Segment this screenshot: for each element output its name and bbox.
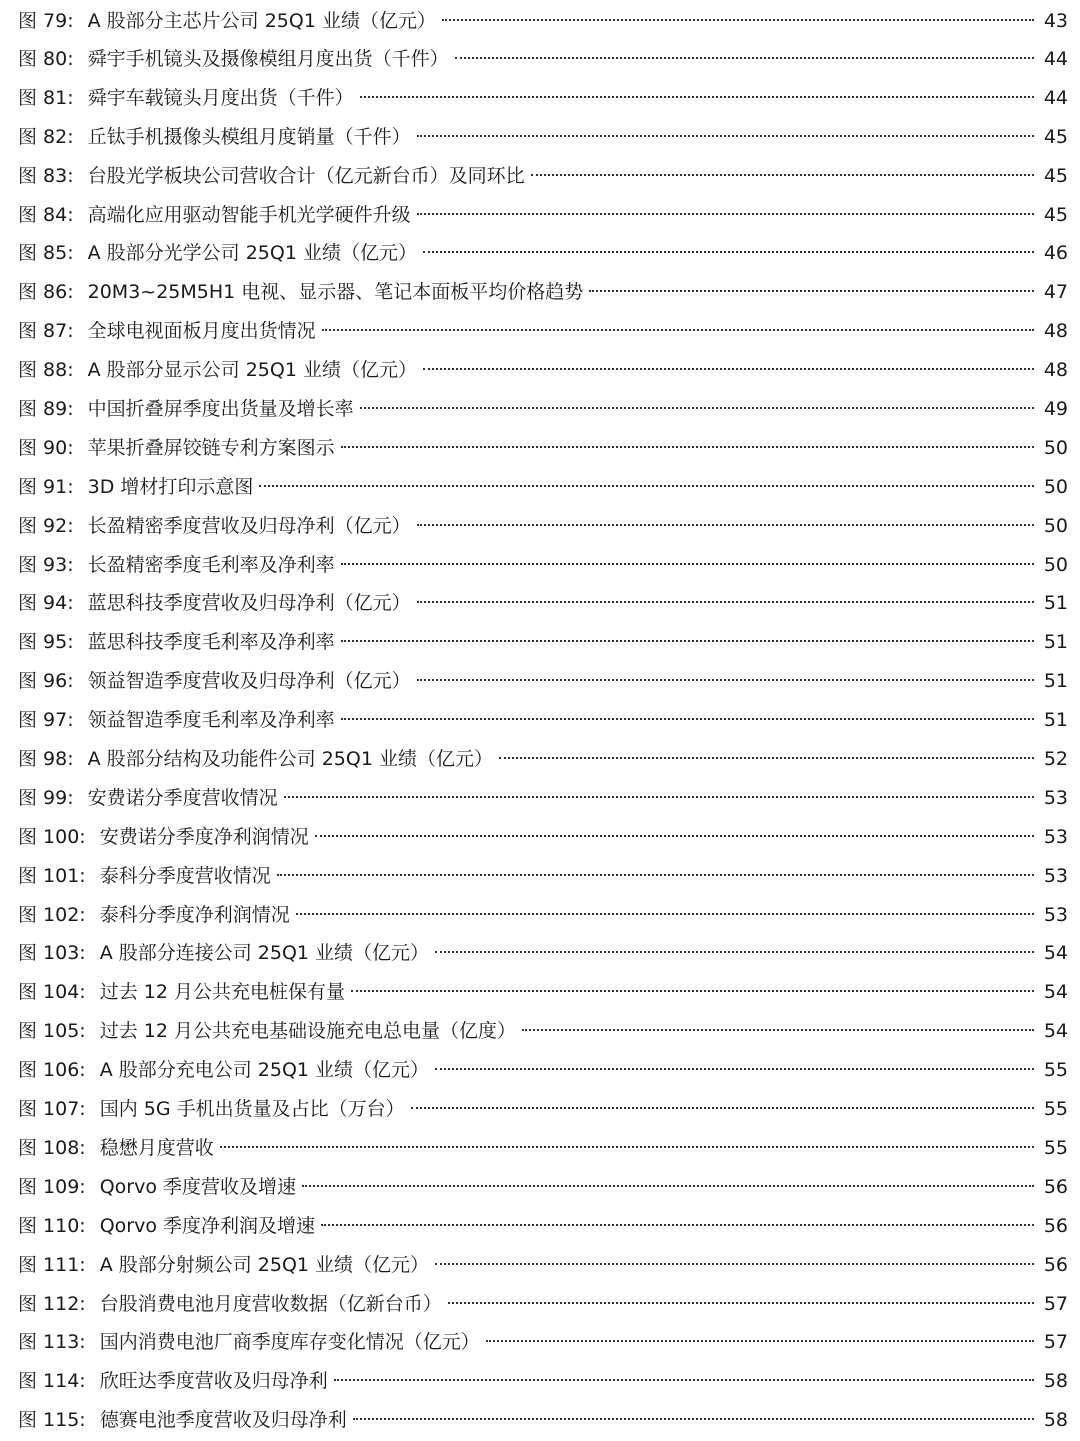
toc-entry[interactable] (18, 429, 1068, 468)
page-number: 58 (1043, 1409, 1068, 1432)
toc-entry[interactable] (18, 701, 1068, 740)
toc-entry[interactable] (18, 973, 1068, 1012)
figure-label: 图 102: (18, 903, 86, 926)
figure-title: 长盈精密季度毛利率及净利率 (87, 553, 335, 576)
toc-entry[interactable] (18, 740, 1068, 779)
dot-leader (360, 96, 1034, 98)
figure-label: 图 104: (18, 981, 86, 1004)
toc-entry[interactable] (18, 234, 1068, 273)
figure-title: 蓝思科技季度营收及归母净利（亿元） (87, 592, 411, 615)
figure-title: A 股部分结构及功能件公司 25Q1 业绩（亿元） (87, 748, 493, 771)
dot-leader (589, 290, 1034, 292)
toc-entry[interactable] (18, 779, 1068, 818)
figure-title: 高端化应用驱动智能手机光学硬件升级 (87, 203, 411, 226)
dot-leader (360, 407, 1034, 409)
page-number: 45 (1043, 203, 1068, 226)
figure-label: 图 108: (18, 1136, 86, 1159)
figure-label: 图 89: (18, 398, 74, 421)
figure-title: 中国折叠屏季度出货量及增长率 (87, 398, 354, 421)
page-number: 52 (1043, 748, 1068, 771)
figure-title: A 股部分主芯片公司 25Q1 业绩（亿元） (87, 10, 436, 32)
toc-entry[interactable] (18, 40, 1068, 79)
dot-leader (499, 757, 1034, 759)
figure-title: 过去 12 月公共充电桩保有量 (99, 981, 345, 1004)
toc-entry[interactable] (18, 1401, 1068, 1440)
page-number: 47 (1043, 281, 1068, 304)
toc-entry[interactable] (18, 1168, 1068, 1207)
figure-title: 国内消费电池厂商季度库存变化情况（亿元） (99, 1331, 480, 1354)
toc-entry[interactable] (18, 662, 1068, 701)
dot-leader (277, 874, 1034, 876)
dot-leader (220, 1146, 1034, 1148)
figure-label: 图 91: (18, 475, 74, 498)
figure-label: 图 90: (18, 436, 74, 459)
toc-entry[interactable] (18, 1090, 1068, 1129)
figure-title: A 股部分充电公司 25Q1 业绩（亿元） (99, 1059, 430, 1082)
dot-leader (486, 1340, 1034, 1342)
figure-label: 图 86: (18, 281, 74, 304)
toc-entry[interactable] (18, 1246, 1068, 1285)
page-number: 49 (1043, 398, 1068, 421)
figure-title: Qorvo 季度净利润及增速 (99, 1214, 316, 1237)
figure-title: 舜宇车载镜头月度出货（千件） (87, 86, 354, 109)
page-number: 54 (1043, 1020, 1068, 1043)
toc-entry[interactable] (18, 390, 1068, 429)
figure-title: 泰科分季度净利润情况 (99, 903, 290, 926)
figure-title: 安费诺分季度营收情况 (87, 786, 278, 809)
page-number: 53 (1043, 864, 1068, 887)
toc-entry[interactable] (18, 157, 1068, 196)
toc-entry[interactable] (18, 1129, 1068, 1168)
page-number: 51 (1043, 709, 1068, 732)
figure-title: A 股部分显示公司 25Q1 业绩（亿元） (87, 359, 417, 382)
dot-leader (341, 563, 1034, 565)
dot-leader (411, 1107, 1034, 1109)
dot-leader (284, 796, 1034, 798)
page-number: 45 (1043, 164, 1068, 187)
dot-leader (315, 835, 1034, 837)
figure-label: 图 94: (18, 592, 74, 615)
dot-leader (522, 1029, 1034, 1031)
page-number: 50 (1043, 436, 1068, 459)
toc-entry[interactable] (18, 0, 1068, 40)
page-number: 55 (1043, 1098, 1068, 1121)
page-number: 54 (1043, 942, 1068, 965)
toc-entry[interactable] (18, 1285, 1068, 1324)
figure-title: A 股部分光学公司 25Q1 业绩（亿元） (87, 242, 417, 265)
dot-leader (259, 485, 1034, 487)
page-number: 50 (1043, 553, 1068, 576)
figure-title: 3D 增材打印示意图 (87, 475, 254, 498)
page-number: 51 (1043, 631, 1068, 654)
toc-entry[interactable] (18, 118, 1068, 157)
page-number: 56 (1043, 1175, 1068, 1198)
page-number: 53 (1043, 903, 1068, 926)
page-number: 55 (1043, 1136, 1068, 1159)
figure-title: 台股光学板块公司营收合计（亿元新台币）及同环比 (87, 164, 525, 187)
figure-label: 图 112: (18, 1292, 86, 1315)
figure-label: 图 83: (18, 164, 74, 187)
figure-title: 国内 5G 手机出货量及占比（万台） (99, 1098, 405, 1121)
figure-title: 安费诺分季度净利润情况 (99, 825, 309, 848)
figure-title: 20M3~25M5H1 电视、显示器、笔记本面板平均价格趋势 (87, 281, 584, 304)
page-number: 53 (1043, 825, 1068, 848)
figure-index-list (18, 0, 1068, 1440)
page-number: 57 (1043, 1292, 1068, 1315)
figure-label: 图 107: (18, 1098, 86, 1121)
page-number: 44 (1043, 86, 1068, 109)
page-number: 58 (1043, 1370, 1068, 1393)
figure-label: 图 79: (18, 10, 74, 32)
toc-entry[interactable] (18, 623, 1068, 662)
figure-label: 图 98: (18, 748, 74, 771)
page-number: 46 (1043, 242, 1068, 265)
dot-leader (417, 679, 1034, 681)
dot-leader (448, 1302, 1034, 1304)
page-number: 56 (1043, 1253, 1068, 1276)
figure-title: A 股部分连接公司 25Q1 业绩（亿元） (99, 942, 430, 965)
toc-entry[interactable] (18, 351, 1068, 390)
dot-leader (417, 135, 1034, 137)
page-number: 51 (1043, 670, 1068, 693)
figure-label: 图 115: (18, 1409, 86, 1432)
figure-label: 图 106: (18, 1059, 86, 1082)
page-number: 51 (1043, 592, 1068, 615)
figure-title: A 股部分射频公司 25Q1 业绩（亿元） (99, 1253, 430, 1276)
page-number: 45 (1043, 125, 1068, 148)
figure-title: 蓝思科技季度毛利率及净利率 (87, 631, 335, 654)
figure-label: 图 111: (18, 1253, 86, 1276)
figure-label: 图 96: (18, 670, 74, 693)
dot-leader (302, 1185, 1034, 1187)
figure-label: 图 105: (18, 1020, 86, 1043)
figure-title: 德赛电池季度营收及归母净利 (99, 1409, 347, 1432)
figure-label: 图 88: (18, 359, 74, 382)
toc-entry[interactable] (18, 857, 1068, 896)
toc-entry[interactable] (18, 507, 1068, 546)
toc-entry[interactable] (18, 1362, 1068, 1401)
figure-title: 舜宇手机镜头及摄像模组月度出货（千件） (87, 48, 449, 70)
figure-label: 图 85: (18, 242, 74, 265)
figure-title: 全球电视面板月度出货情况 (87, 320, 316, 343)
figure-title: 苹果折叠屏铰链专利方案图示 (87, 436, 335, 459)
toc-entry[interactable] (18, 584, 1068, 623)
dot-leader (322, 329, 1034, 331)
figure-label: 图 87: (18, 320, 74, 343)
page-number: 57 (1043, 1331, 1068, 1354)
toc-entry[interactable] (18, 468, 1068, 507)
dot-leader (353, 1418, 1034, 1420)
figure-label: 图 81: (18, 86, 74, 109)
dot-leader (423, 251, 1034, 253)
dot-leader (423, 368, 1034, 370)
page-number: 54 (1043, 981, 1068, 1004)
toc-entry[interactable] (18, 818, 1068, 857)
figure-label: 图 95: (18, 631, 74, 654)
page-number: 50 (1043, 514, 1068, 537)
figure-label: 图 109: (18, 1175, 86, 1198)
page-number: 44 (1043, 48, 1068, 70)
figure-label: 图 80: (18, 48, 74, 70)
dot-leader (435, 951, 1034, 953)
dot-leader (455, 57, 1034, 59)
dot-leader (341, 640, 1034, 642)
dot-leader (417, 213, 1034, 215)
figure-title: Qorvo 季度营收及增速 (99, 1175, 297, 1198)
figure-label: 图 101: (18, 864, 86, 887)
figure-title: 过去 12 月公共充电基础设施充电总电量（亿度） (99, 1020, 516, 1043)
dot-leader (442, 19, 1034, 21)
figure-title: 丘钛手机摄像头模组月度销量（千件） (87, 125, 411, 148)
dot-leader (341, 446, 1034, 448)
figure-label: 图 92: (18, 514, 74, 537)
dot-leader (296, 913, 1034, 915)
toc-entry[interactable] (18, 934, 1068, 973)
page-number: 48 (1043, 320, 1068, 343)
figure-label: 图 100: (18, 825, 86, 848)
toc-entry[interactable] (18, 273, 1068, 312)
toc-entry[interactable] (18, 196, 1068, 235)
figure-title: 欣旺达季度营收及归母净利 (99, 1370, 328, 1393)
page-number: 43 (1043, 10, 1068, 32)
figure-label: 图 114: (18, 1370, 86, 1393)
dot-leader (435, 1068, 1034, 1070)
dot-leader (351, 990, 1034, 992)
toc-entry[interactable] (18, 1012, 1068, 1051)
toc-entry[interactable] (18, 1323, 1068, 1362)
page-number: 48 (1043, 359, 1068, 382)
figure-label: 图 99: (18, 786, 74, 809)
figure-title: 长盈精密季度营收及归母净利（亿元） (87, 514, 411, 537)
dot-leader (417, 601, 1034, 603)
toc-entry[interactable] (18, 896, 1068, 935)
figure-label: 图 97: (18, 709, 74, 732)
page-number: 55 (1043, 1059, 1068, 1082)
figure-label: 图 113: (18, 1331, 86, 1354)
toc-entry[interactable] (18, 79, 1068, 118)
dot-leader (334, 1379, 1034, 1381)
toc-entry[interactable] (18, 546, 1068, 585)
figure-title: 泰科分季度营收情况 (99, 864, 271, 887)
page-number: 50 (1043, 475, 1068, 498)
dot-leader (341, 718, 1034, 720)
figure-title: 领益智造季度营收及归母净利（亿元） (87, 670, 411, 693)
page-number: 56 (1043, 1214, 1068, 1237)
figure-label: 图 84: (18, 203, 74, 226)
figure-title: 领益智造季度毛利率及净利率 (87, 709, 335, 732)
figure-title: 台股消费电池月度营收数据（亿新台币） (99, 1292, 442, 1315)
toc-entry[interactable] (18, 1051, 1068, 1090)
dot-leader (417, 524, 1034, 526)
figure-title: 稳懋月度营收 (99, 1136, 214, 1159)
dot-leader (531, 174, 1034, 176)
figure-label: 图 110: (18, 1214, 86, 1237)
figure-label: 图 93: (18, 553, 74, 576)
toc-entry[interactable] (18, 312, 1068, 351)
dot-leader (435, 1263, 1034, 1265)
dot-leader (321, 1224, 1034, 1226)
page-number: 53 (1043, 786, 1068, 809)
toc-entry[interactable] (18, 1207, 1068, 1246)
figure-label: 图 82: (18, 125, 74, 148)
figure-label: 图 103: (18, 942, 86, 965)
